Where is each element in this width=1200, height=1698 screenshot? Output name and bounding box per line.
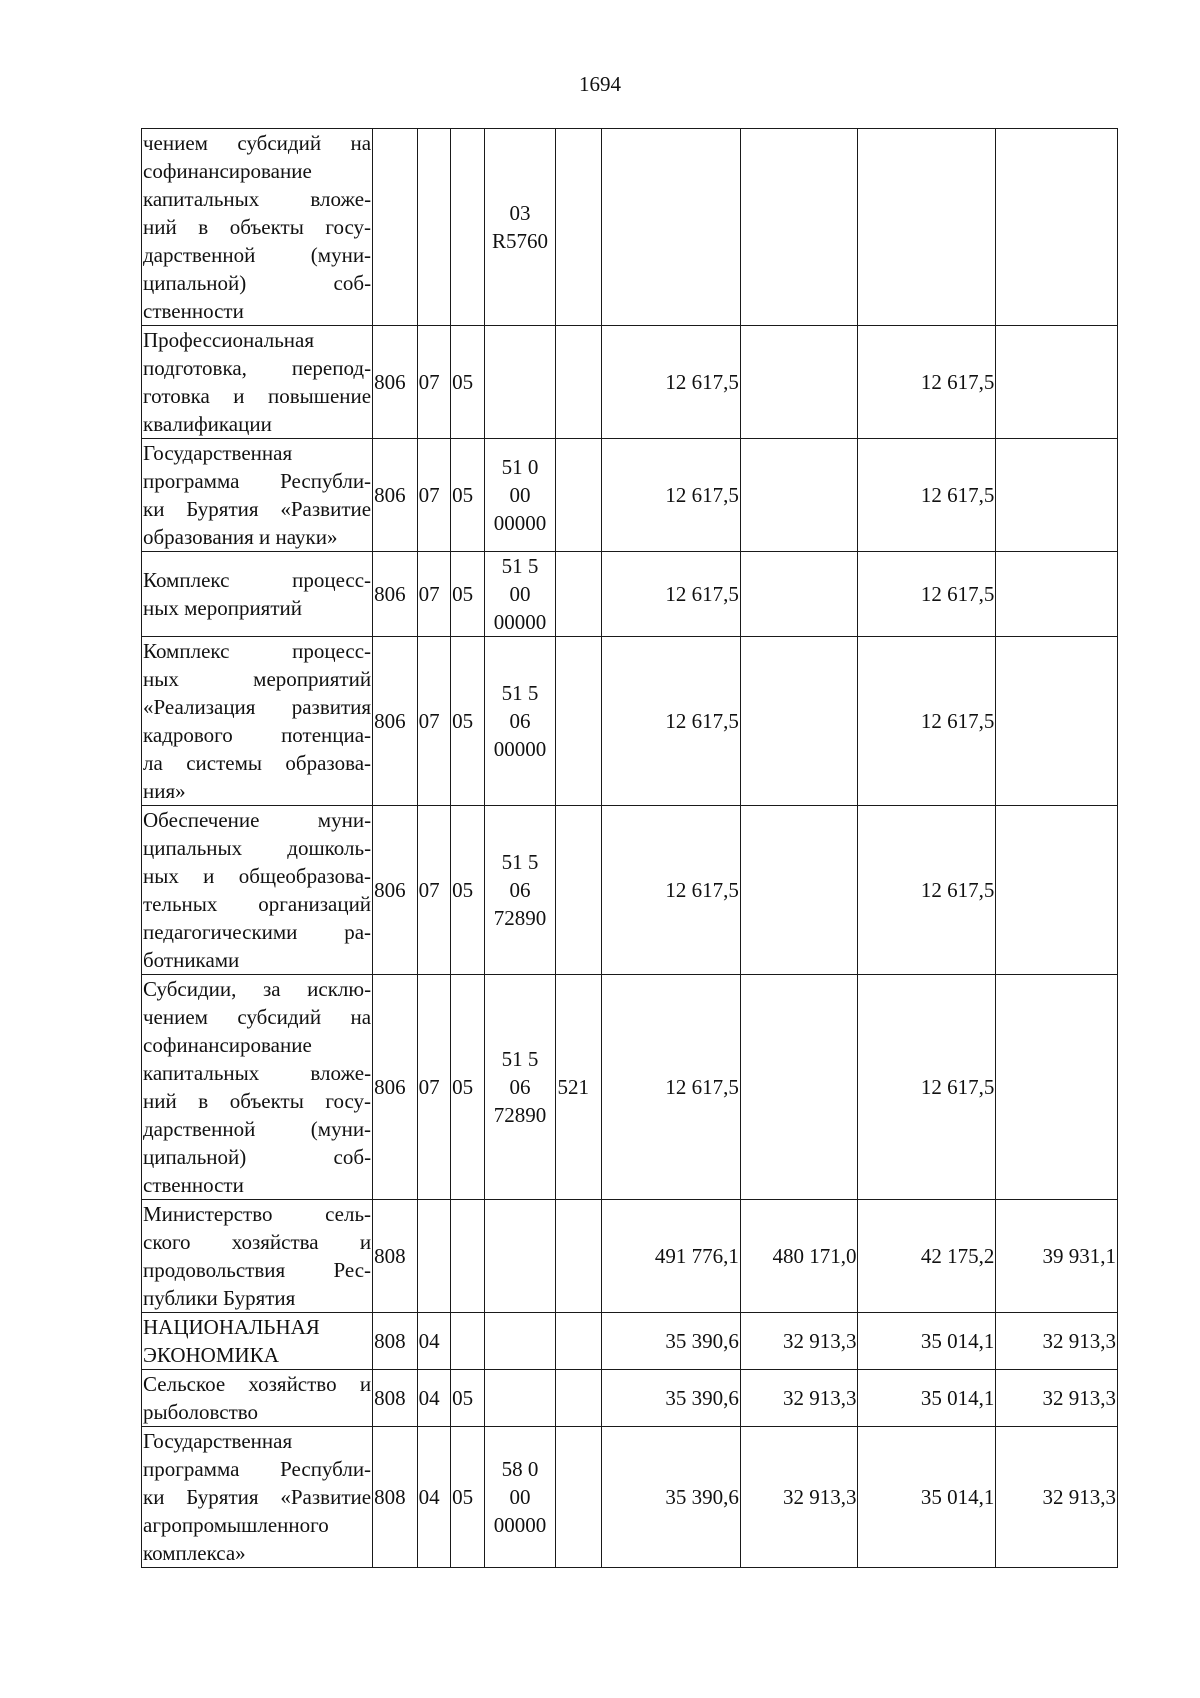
amount-cell-2: 32 913,3 [740, 1370, 858, 1427]
row-name-line: чением субсидий на [143, 1005, 372, 1029]
row-name-line: кадрового потенциа- [143, 723, 372, 747]
amount-cell-1: 35 390,6 [602, 1370, 741, 1427]
subsection-cell: 05 [451, 637, 484, 806]
target-article-cell [484, 975, 556, 1200]
row-name-line: НАЦИОНАЛЬНАЯ [143, 1315, 320, 1339]
target-article-line: 72890 [493, 1103, 547, 1127]
subsection-cell: 05 [451, 1370, 484, 1427]
row-name-line: педагогическими ра- [143, 920, 372, 944]
row-name-cell [142, 806, 373, 975]
row-name-line: софинансирование [143, 159, 312, 183]
amount-cell-3: 35 014,1 [858, 1313, 996, 1370]
target-article-line: R5760 [492, 229, 549, 253]
row-name-line: капитальных вложе- [143, 187, 372, 211]
target-article-line: 00000 [493, 511, 547, 535]
table-body [142, 129, 1118, 1568]
section-cell: 07 [417, 552, 450, 637]
row-name-line: ского хозяйства и [143, 1230, 372, 1254]
amount-cell-4 [996, 552, 1118, 637]
target-article-line: 00 [509, 1485, 531, 1509]
target-article-line: 00 [509, 483, 531, 507]
amount-cell-3: 42 175,2 [858, 1200, 996, 1313]
row-name-line: Профессиональная [143, 328, 315, 352]
grbs-cell: 808 [373, 1200, 418, 1313]
page-number: 1694 [579, 72, 621, 96]
target-article-line: 51 5 [501, 681, 539, 705]
target-article-line: 51 5 [501, 1047, 539, 1071]
amount-cell-4: 32 913,3 [996, 1427, 1118, 1568]
row-name-line: ных мероприятий [143, 667, 372, 691]
amount-cell-3: 12 617,5 [858, 552, 996, 637]
amount-cell-2 [740, 326, 858, 439]
table-row [142, 1427, 1118, 1568]
target-article-cell [484, 1313, 556, 1370]
expense-type-cell [556, 806, 602, 975]
table-row [142, 806, 1118, 975]
row-name-line: подготовка, перепод- [143, 356, 372, 380]
row-name-line: рыболовство [143, 1400, 259, 1424]
section-cell [417, 129, 450, 326]
row-name-line: тельных организаций [143, 892, 372, 916]
amount-cell-1: 35 390,6 [602, 1427, 741, 1568]
row-name-cell [142, 1370, 373, 1427]
row-name-line: Обеспечение муни- [143, 808, 372, 832]
row-name-cell [142, 129, 373, 326]
expense-type-cell [556, 1427, 602, 1568]
amount-cell-2: 32 913,3 [740, 1313, 858, 1370]
row-name-cell [142, 1313, 373, 1370]
target-article-cell [484, 552, 556, 637]
target-article-cell [484, 326, 556, 439]
row-name-line: продовольствия Рес- [143, 1258, 372, 1282]
row-name-line: ных и общеобразова- [143, 864, 372, 888]
amount-cell-4 [996, 637, 1118, 806]
target-article-line: 51 5 [501, 554, 539, 578]
row-name-line: капитальных вложе- [143, 1061, 372, 1085]
row-name-line: агропромышленного [143, 1513, 329, 1537]
row-name-line: образования и науки» [143, 525, 338, 549]
table-row [142, 1370, 1118, 1427]
row-name-line: ципальных дошколь- [143, 836, 372, 860]
expense-type-cell [556, 1370, 602, 1427]
amount-cell-3: 12 617,5 [858, 439, 996, 552]
amount-cell-1: 12 617,5 [602, 326, 741, 439]
amount-cell-1: 12 617,5 [602, 439, 741, 552]
grbs-cell: 808 [373, 1370, 418, 1427]
row-name-line: ния» [143, 779, 186, 803]
target-article-cell [484, 806, 556, 975]
amount-cell-2 [740, 439, 858, 552]
row-name-line: Государственная [143, 441, 293, 465]
row-name-line: дарственной (муни- [143, 243, 372, 267]
expense-type-cell [556, 326, 602, 439]
expense-type-cell [556, 129, 602, 326]
section-cell: 07 [417, 326, 450, 439]
amount-cell-4 [996, 326, 1118, 439]
row-name-line: ЭКОНОМИКА [143, 1343, 279, 1367]
row-name-cell [142, 637, 373, 806]
expense-type-cell [556, 439, 602, 552]
grbs-cell: 808 [373, 1313, 418, 1370]
amount-cell-2: 32 913,3 [740, 1427, 858, 1568]
row-name-line: ственности [143, 1173, 244, 1197]
expense-type-cell [556, 1313, 602, 1370]
table-row [142, 552, 1118, 637]
amount-cell-4 [996, 439, 1118, 552]
amount-cell-3: 35 014,1 [858, 1427, 996, 1568]
amount-cell-1: 35 390,6 [602, 1313, 741, 1370]
target-article-line: 00000 [493, 1513, 547, 1537]
subsection-cell [451, 1313, 484, 1370]
amount-cell-2 [740, 637, 858, 806]
expense-type-cell: 521 [556, 975, 602, 1200]
amount-cell-3: 12 617,5 [858, 975, 996, 1200]
amount-cell-4: 39 931,1 [996, 1200, 1118, 1313]
row-name-line: ки Бурятия «Развитие [143, 1485, 372, 1509]
target-article-line: 00000 [493, 737, 547, 761]
subsection-cell: 05 [451, 439, 484, 552]
target-article-line: 00 [509, 582, 531, 606]
subsection-cell [451, 129, 484, 326]
amount-cell-4 [996, 806, 1118, 975]
row-name-cell [142, 1427, 373, 1568]
amount-cell-2 [740, 806, 858, 975]
row-name-line: ственности [143, 299, 244, 323]
section-cell: 07 [417, 975, 450, 1200]
row-name-line: комплекса» [143, 1541, 246, 1565]
amount-cell-1 [602, 129, 741, 326]
table-row [142, 1313, 1118, 1370]
row-name-line: готовка и повышение [143, 384, 372, 408]
section-cell: 04 [417, 1370, 450, 1427]
row-name-line: программа Республи- [143, 1457, 372, 1481]
section-cell: 04 [417, 1313, 450, 1370]
expense-type-cell [556, 552, 602, 637]
row-name-line: ний в объекты госу- [143, 1089, 372, 1113]
expense-type-cell [556, 1200, 602, 1313]
subsection-cell: 05 [451, 1427, 484, 1568]
row-name-line: Государственная [143, 1429, 293, 1453]
row-name-line: ла системы образова- [143, 751, 372, 775]
amount-cell-1: 12 617,5 [602, 806, 741, 975]
target-article-line: 51 0 [501, 455, 539, 479]
row-name-line: программа Республи- [143, 469, 372, 493]
expense-type-cell [556, 637, 602, 806]
amount-cell-2 [740, 129, 858, 326]
row-name-line: Министерство сель- [143, 1202, 372, 1226]
row-name-line: софинансирование [143, 1033, 312, 1057]
target-article-line: 06 [509, 878, 531, 902]
row-name-line: Комплекс процесс- [143, 568, 372, 592]
row-name-line: чением субсидий на [143, 131, 372, 155]
grbs-cell: 806 [373, 439, 418, 552]
row-name-line: ципальной) соб- [143, 1145, 372, 1169]
table-row [142, 637, 1118, 806]
section-cell: 07 [417, 439, 450, 552]
target-article-line: 06 [509, 709, 531, 733]
amount-cell-1: 12 617,5 [602, 975, 741, 1200]
target-article-line: 58 0 [501, 1457, 539, 1481]
row-name-line: дарственной (муни- [143, 1117, 372, 1141]
amount-cell-4 [996, 129, 1118, 326]
grbs-cell: 806 [373, 637, 418, 806]
amount-cell-4: 32 913,3 [996, 1370, 1118, 1427]
amount-cell-1: 12 617,5 [602, 637, 741, 806]
table-row [142, 1200, 1118, 1313]
row-name-line: «Реализация развития [143, 695, 372, 719]
target-article-cell [484, 1370, 556, 1427]
row-name-cell [142, 439, 373, 552]
target-article-line: 06 [509, 1075, 531, 1099]
row-name-cell [142, 1200, 373, 1313]
row-name-line: ципальной) соб- [143, 271, 372, 295]
section-cell: 07 [417, 806, 450, 975]
table-row [142, 975, 1118, 1200]
row-name-line: Сельское хозяйство и [143, 1372, 372, 1396]
subsection-cell [451, 1200, 484, 1313]
amount-cell-2 [740, 975, 858, 1200]
amount-cell-1: 491 776,1 [602, 1200, 741, 1313]
row-name-line: ний в объекты госу- [143, 215, 372, 239]
target-article-cell [484, 1200, 556, 1313]
grbs-cell: 806 [373, 806, 418, 975]
row-name-cell [142, 975, 373, 1200]
grbs-cell: 806 [373, 975, 418, 1200]
amount-cell-1: 12 617,5 [602, 552, 741, 637]
section-cell: 07 [417, 637, 450, 806]
row-name-cell [142, 552, 373, 637]
target-article-line: 03 [509, 201, 531, 225]
row-name-line: Субсидии, за исклю- [143, 977, 372, 1001]
amount-cell-4: 32 913,3 [996, 1313, 1118, 1370]
grbs-cell: 806 [373, 552, 418, 637]
table-row [142, 129, 1118, 326]
target-article-line: 00000 [493, 610, 547, 634]
target-article-cell [484, 637, 556, 806]
row-name-line: публики Бурятия [143, 1286, 296, 1310]
subsection-cell: 05 [451, 806, 484, 975]
amount-cell-4 [996, 975, 1118, 1200]
subsection-cell: 05 [451, 552, 484, 637]
target-article-line: 72890 [493, 906, 547, 930]
amount-cell-3: 12 617,5 [858, 637, 996, 806]
grbs-cell: 806 [373, 326, 418, 439]
amount-cell-3 [858, 129, 996, 326]
amount-cell-3: 35 014,1 [858, 1370, 996, 1427]
target-article-cell [484, 1427, 556, 1568]
amount-cell-3: 12 617,5 [858, 806, 996, 975]
table-row [142, 439, 1118, 552]
row-name-cell [142, 326, 373, 439]
amount-cell-3: 12 617,5 [858, 326, 996, 439]
amount-cell-2: 480 171,0 [740, 1200, 858, 1313]
target-article-cell [484, 439, 556, 552]
subsection-cell: 05 [451, 975, 484, 1200]
subsection-cell: 05 [451, 326, 484, 439]
row-name-line: ботниками [143, 948, 240, 972]
row-name-line: Комплекс процесс- [143, 639, 372, 663]
grbs-cell: 808 [373, 1427, 418, 1568]
amount-cell-2 [740, 552, 858, 637]
row-name-line: ки Бурятия «Развитие [143, 497, 372, 521]
target-article-line: 51 5 [501, 850, 539, 874]
section-cell [417, 1200, 450, 1313]
row-name-line: ных мероприятий [143, 596, 302, 620]
target-article-cell [484, 129, 556, 326]
budget-table [141, 128, 1118, 1568]
section-cell: 04 [417, 1427, 450, 1568]
grbs-cell [373, 129, 418, 326]
row-name-line: квалификации [143, 412, 272, 436]
table-row [142, 326, 1118, 439]
